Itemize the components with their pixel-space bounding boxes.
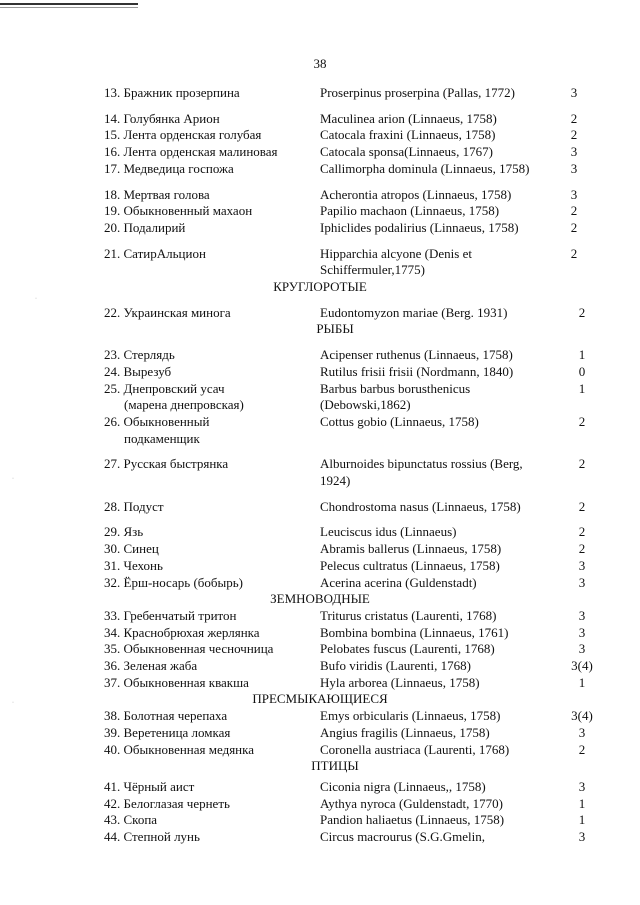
category-value: 2 xyxy=(570,127,578,143)
category-value: 2 xyxy=(570,203,578,219)
list-item xyxy=(0,499,640,516)
species-scientific-name: Pelecus cultratus (Linnaeus, 1758) xyxy=(320,557,500,573)
category-value: 2 xyxy=(570,245,578,261)
species-common-name: 32. Ёрш-носарь (бобырь) xyxy=(104,574,243,590)
species-common-name: 24. Вырезуб xyxy=(104,363,172,379)
species-common-name-cont: (марена днепровская) xyxy=(124,397,244,413)
list-item xyxy=(0,558,640,575)
species-scientific-name: Catocala sponsa(Linnaeus, 1767) xyxy=(320,144,493,160)
species-common-name: 16. Лента орденская малиновая xyxy=(104,144,278,160)
category-value: 2 xyxy=(578,741,586,757)
species-common-name: 23. Стерлядь xyxy=(104,347,175,363)
species-scientific-name: Hipparchia alcyone (Denis et Schiffermuler,1775) xyxy=(320,245,472,278)
list-item xyxy=(0,608,640,625)
category-value: 3 xyxy=(578,724,586,740)
list-item xyxy=(0,641,640,658)
species-scientific-name: Callimorpha dominula (Linnaeus, 1758) xyxy=(320,160,530,176)
category-value: 0 xyxy=(578,363,586,379)
species-common-name: 29. Язь xyxy=(104,524,144,540)
species-scientific-name: Acherontia atropos (Linnaeus, 1758) xyxy=(320,186,512,202)
scan-speck: · xyxy=(12,476,14,482)
category-value: 3 xyxy=(578,574,586,590)
species-scientific-name: Coronella austriaca (Laurenti, 1768) xyxy=(320,741,510,757)
list-item xyxy=(0,203,640,220)
list-item xyxy=(0,220,640,237)
section-heading-birds: ПТИЦЫ xyxy=(311,758,359,774)
species-common-name: 20. Подалирий xyxy=(104,219,186,235)
category-value: 2 xyxy=(578,524,586,540)
species-common-name: 21. СатирАльцион xyxy=(104,245,206,261)
species-scientific-name: Aythya nyroca (Guldenstadt, 1770) xyxy=(320,795,503,811)
list-item xyxy=(0,187,640,204)
species-common-name: 19. Обыкновенный махаон xyxy=(104,203,253,219)
species-scientific-name: Barbus barbus borusthenicus (Debowski,1862) xyxy=(320,380,471,413)
species-list xyxy=(0,85,640,846)
list-item xyxy=(0,456,640,489)
species-common-name: 17. Медведица госпожа xyxy=(104,160,234,176)
species-common-name-cont: подкаменщик xyxy=(124,430,200,446)
species-common-name: 42. Белоглазая чернеть xyxy=(104,795,230,811)
category-value: 3 xyxy=(578,641,586,657)
list-item xyxy=(0,725,640,742)
species-common-name: 13. Бражник прозерпина xyxy=(104,85,240,100)
category-value: 2 xyxy=(578,541,586,557)
list-item xyxy=(0,414,640,447)
list-item xyxy=(0,575,640,592)
category-value: 3 xyxy=(570,160,578,176)
category-value: 2 xyxy=(570,219,578,235)
list-item xyxy=(0,708,640,725)
category-value: 2 xyxy=(570,110,578,126)
list-item xyxy=(0,347,640,364)
species-scientific-name: Ciconia nigra (Linnaeus,, 1758) xyxy=(320,779,486,794)
species-common-name: 37. Обыкновенная квакша xyxy=(104,674,249,690)
category-value: 3(4) xyxy=(571,658,593,674)
category-value: 1 xyxy=(578,347,586,363)
species-scientific-name: Iphiclides podalirius (Linnaeus, 1758) xyxy=(320,219,519,235)
list-item xyxy=(0,161,640,178)
list-item xyxy=(0,127,640,144)
species-scientific-name: Triturus cristatus (Laurenti, 1768) xyxy=(320,607,497,623)
list-item xyxy=(0,779,640,796)
species-common-name: 26. Обыкновенный xyxy=(104,413,210,429)
list-item xyxy=(0,625,640,642)
category-value: 1 xyxy=(578,380,586,396)
category-value: 1 xyxy=(578,674,586,690)
category-value: 2 xyxy=(578,456,586,472)
species-common-name: 33. Гребенчатый тритон xyxy=(104,607,237,623)
category-value: 3 xyxy=(570,85,578,100)
list-item xyxy=(0,541,640,558)
list-item xyxy=(0,742,640,759)
list-item xyxy=(0,812,640,829)
species-common-name: 18. Мертвая голова xyxy=(104,186,210,202)
species-scientific-name: Pandion haliaetus (Linnaeus, 1758) xyxy=(320,812,505,828)
list-item xyxy=(0,381,640,414)
section-heading-amphibians: ЗЕМНОВОДНЫЕ xyxy=(270,591,370,607)
list-item xyxy=(0,305,640,322)
category-value: 3 xyxy=(570,186,578,202)
species-scientific-name: Papilio machaon (Linnaeus, 1758) xyxy=(320,203,500,219)
species-common-name: 27. Русская быстрянка xyxy=(104,456,229,472)
species-common-name: 14. Голубянка Арион xyxy=(104,110,220,126)
category-value: 2 xyxy=(578,498,586,514)
category-value: 2 xyxy=(578,413,586,429)
species-scientific-name: Bufo viridis (Laurenti, 1768) xyxy=(320,658,471,674)
species-common-name: 34. Краснобрюхая жерлянка xyxy=(104,624,260,640)
section-heading-reptiles: ПРЕСМЫКАЮЩИЕСЯ xyxy=(252,691,388,707)
list-item xyxy=(0,796,640,813)
list-item xyxy=(0,524,640,541)
species-scientific-name: Acipenser ruthenus (Linnaeus, 1758) xyxy=(320,347,513,363)
species-scientific-name: Maculinea arion (Linnaeus, 1758) xyxy=(320,110,497,126)
species-common-name: 28. Подуст xyxy=(104,498,164,514)
top-rule xyxy=(0,3,138,5)
section-heading-fish: РЫБЫ xyxy=(316,321,354,337)
species-common-name: 31. Чехонь xyxy=(104,557,163,573)
list-item xyxy=(0,658,640,675)
species-scientific-name: Emys orbicularis (Linnaeus, 1758) xyxy=(320,708,501,724)
category-value: 3 xyxy=(578,829,586,845)
species-scientific-name: Alburnoides bipunctatus rossius (Berg, 1924) xyxy=(320,456,523,489)
category-value: 1 xyxy=(578,812,586,828)
species-common-name: 22. Украинская минога xyxy=(104,304,231,320)
species-scientific-name: Leuciscus idus (Linnaeus) xyxy=(320,524,457,540)
species-common-name: 36. Зеленая жаба xyxy=(104,658,198,674)
species-common-name: 30. Синец xyxy=(104,541,159,557)
species-common-name: 25. Днепровский усач xyxy=(104,380,225,396)
species-scientific-name: Hyla arborea (Linnaeus, 1758) xyxy=(320,674,480,690)
species-scientific-name: Bombina bombina (Linnaeus, 1761) xyxy=(320,624,509,640)
species-common-name: 38. Болотная черепаха xyxy=(104,708,228,724)
species-scientific-name: Angius fragilis (Linnaeus, 1758) xyxy=(320,724,490,740)
species-scientific-name: Proserpinus proserpina (Pallas, 1772) xyxy=(320,85,515,100)
category-value: 2 xyxy=(578,304,586,320)
species-common-name: 43. Скопа xyxy=(104,812,158,828)
page-number: 38 xyxy=(313,56,327,71)
species-scientific-name: Cottus gobio (Linnaeus, 1758) xyxy=(320,413,479,429)
list-item xyxy=(0,246,640,279)
species-scientific-name: Acerina acerina (Guldenstadt) xyxy=(320,574,477,590)
species-common-name: 44. Степной лунь xyxy=(104,829,200,845)
category-value: 3 xyxy=(570,144,578,160)
species-common-name: 40. Обыкновенная медянка xyxy=(104,741,255,757)
species-common-name: 39. Веретеница ломкая xyxy=(104,724,231,740)
species-common-name: 41. Чёрный аист xyxy=(104,779,195,794)
list-item xyxy=(0,364,640,381)
species-scientific-name: Abramis ballerus (Linnaeus, 1758) xyxy=(320,541,502,557)
category-value: 3(4) xyxy=(571,708,593,724)
list-item xyxy=(0,144,640,161)
species-scientific-name: Eudontomyzon mariae (Berg. 1931) xyxy=(320,304,508,320)
species-common-name: 15. Лента орденская голубая xyxy=(104,127,262,143)
category-value: 3 xyxy=(578,607,586,623)
top-rule-thin xyxy=(0,7,138,8)
species-common-name: 35. Обыкновенная чесночница xyxy=(104,641,274,657)
category-value: 3 xyxy=(578,779,586,794)
scan-speck: · xyxy=(35,296,37,302)
species-scientific-name: Rutilus frisii frisii (Nordmann, 1840) xyxy=(320,363,514,379)
list-item xyxy=(0,829,640,846)
species-scientific-name: Circus macrourus (S.G.Gmelin, xyxy=(320,829,486,845)
section-heading-cyclostomes: КРУГЛОРОТЫЕ xyxy=(273,279,367,295)
list-item xyxy=(0,85,640,102)
species-scientific-name: Catocala fraxini (Linnaeus, 1758) xyxy=(320,127,496,143)
category-value: 3 xyxy=(578,624,586,640)
species-scientific-name: Pelobates fuscus (Laurenti, 1768) xyxy=(320,641,495,657)
species-scientific-name: Chondrostoma nasus (Linnaeus, 1758) xyxy=(320,498,521,514)
scan-speck: · xyxy=(12,700,14,706)
list-item xyxy=(0,675,640,692)
category-value: 3 xyxy=(578,557,586,573)
category-value: 1 xyxy=(578,795,586,811)
list-item xyxy=(0,111,640,128)
